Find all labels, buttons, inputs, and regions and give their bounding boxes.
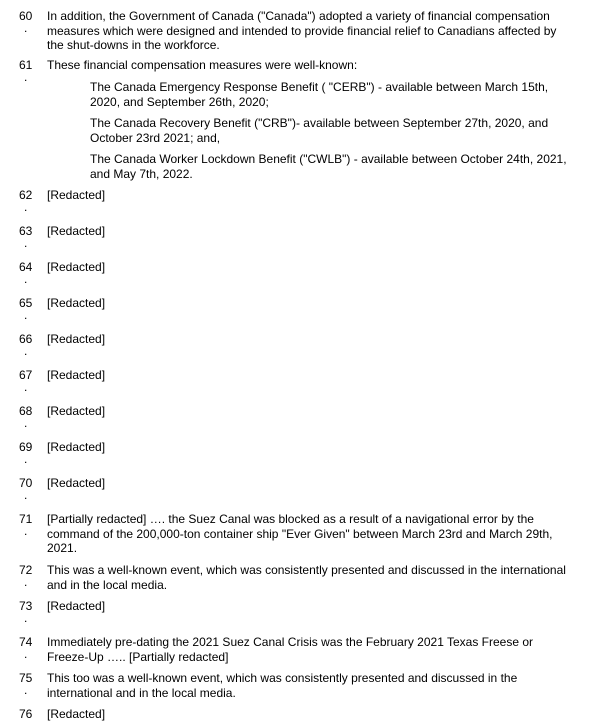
paragraph-text: Immediately pre-dating the 2021 Suez Canal Crisis was the February 2021 Texas Freese or Freeze-Up ….. [Partially redacted] <box>47 635 534 664</box>
paragraph-number: 74 <box>19 635 33 649</box>
paragraph-text: [Redacted] <box>47 404 106 418</box>
paragraph-number-dot: . <box>24 308 28 322</box>
paragraph-text: [Redacted] <box>47 368 106 382</box>
paragraph-number: 71 <box>19 512 33 526</box>
paragraph-number-dot: . <box>24 344 28 358</box>
paragraph-number: 65 <box>19 296 33 310</box>
paragraph-text: [Redacted] <box>47 332 106 346</box>
paragraph-number: 73 <box>19 599 33 613</box>
paragraph-text: [Redacted] <box>47 224 106 238</box>
paragraph-text: [Redacted] <box>47 296 106 310</box>
paragraph-text: These financial compensation measures were well-known: <box>47 58 358 72</box>
paragraph-text: This was a well-known event, which was consistently presented and discussed in the international and in the local media. <box>47 563 566 592</box>
paragraph-number-dot: . <box>24 21 28 35</box>
paragraph-text: [Redacted] <box>47 476 106 490</box>
paragraph-number: 75 <box>19 671 33 685</box>
paragraph-number: 69 <box>19 440 33 454</box>
paragraph-number-dot: . <box>24 611 28 625</box>
paragraph-number: 68 <box>19 404 33 418</box>
paragraph-number-dot: . <box>24 452 28 466</box>
paragraph-number-dot: . <box>24 488 28 502</box>
paragraph-number-dot: . <box>24 272 28 286</box>
paragraph-text: [Redacted] <box>47 707 106 721</box>
paragraph-number-dot: . <box>24 380 28 394</box>
paragraph-number: 62 <box>19 188 33 202</box>
paragraph-number-dot: . <box>24 416 28 430</box>
paragraph-text: [Partially redacted] …. the Suez Canal was blocked as a result of a navigational error by the command of the 200,000-ton container ship "Ever Given" between March 23rd and March 29th, 2021. <box>47 512 553 555</box>
paragraph-number-dot: . <box>24 236 28 250</box>
paragraph-number-dot: . <box>24 647 28 661</box>
paragraph-number: 72 <box>19 563 33 577</box>
paragraph-text: In addition, the Government of Canada ("Canada") adopted a variety of financial compensation measures which were designed and intended to provide financial relief to Canadians affected by the shut-downs in the workforce. <box>47 9 557 52</box>
paragraph-number: 66 <box>19 332 33 346</box>
paragraph-number-dot: . <box>24 524 28 538</box>
paragraph-number-dot: . <box>24 683 28 697</box>
paragraph-number: 76 <box>19 707 33 721</box>
paragraph-number: 63 <box>19 224 33 238</box>
paragraph-number: 61 <box>19 58 33 72</box>
paragraph-text: [Redacted] <box>47 260 106 274</box>
paragraph-number: 64 <box>19 260 33 274</box>
paragraph-text: [Redacted] <box>47 188 106 202</box>
paragraph-text: [Redacted] <box>47 440 106 454</box>
sub-item-crb: The Canada Recovery Benefit ("CRB")- available between September 27th, 2020, and October 23rd 2021; and, <box>90 116 549 145</box>
sub-item-cwlb: The Canada Worker Lockdown Benefit ("CWLB") - available between October 24th, 2021, and May 7th, 2022. <box>90 152 567 181</box>
paragraph-number-dot: . <box>24 200 28 214</box>
paragraph-text: [Redacted] <box>47 599 106 613</box>
paragraph-number: 60 <box>19 9 33 23</box>
sub-item-cerb: The Canada Emergency Response Benefit ( "CERB") - available between March 15th, 2020, and September 26th, 2020; <box>90 80 549 109</box>
paragraph-text: This too was a well-known event, which was consistently presented and discussed in the international and in the local media. <box>47 671 518 700</box>
paragraph-number-dot: . <box>24 575 28 589</box>
paragraph-number: 67 <box>19 368 33 382</box>
paragraph-number: 70 <box>19 476 33 490</box>
paragraph-number-dot: . <box>24 70 28 84</box>
